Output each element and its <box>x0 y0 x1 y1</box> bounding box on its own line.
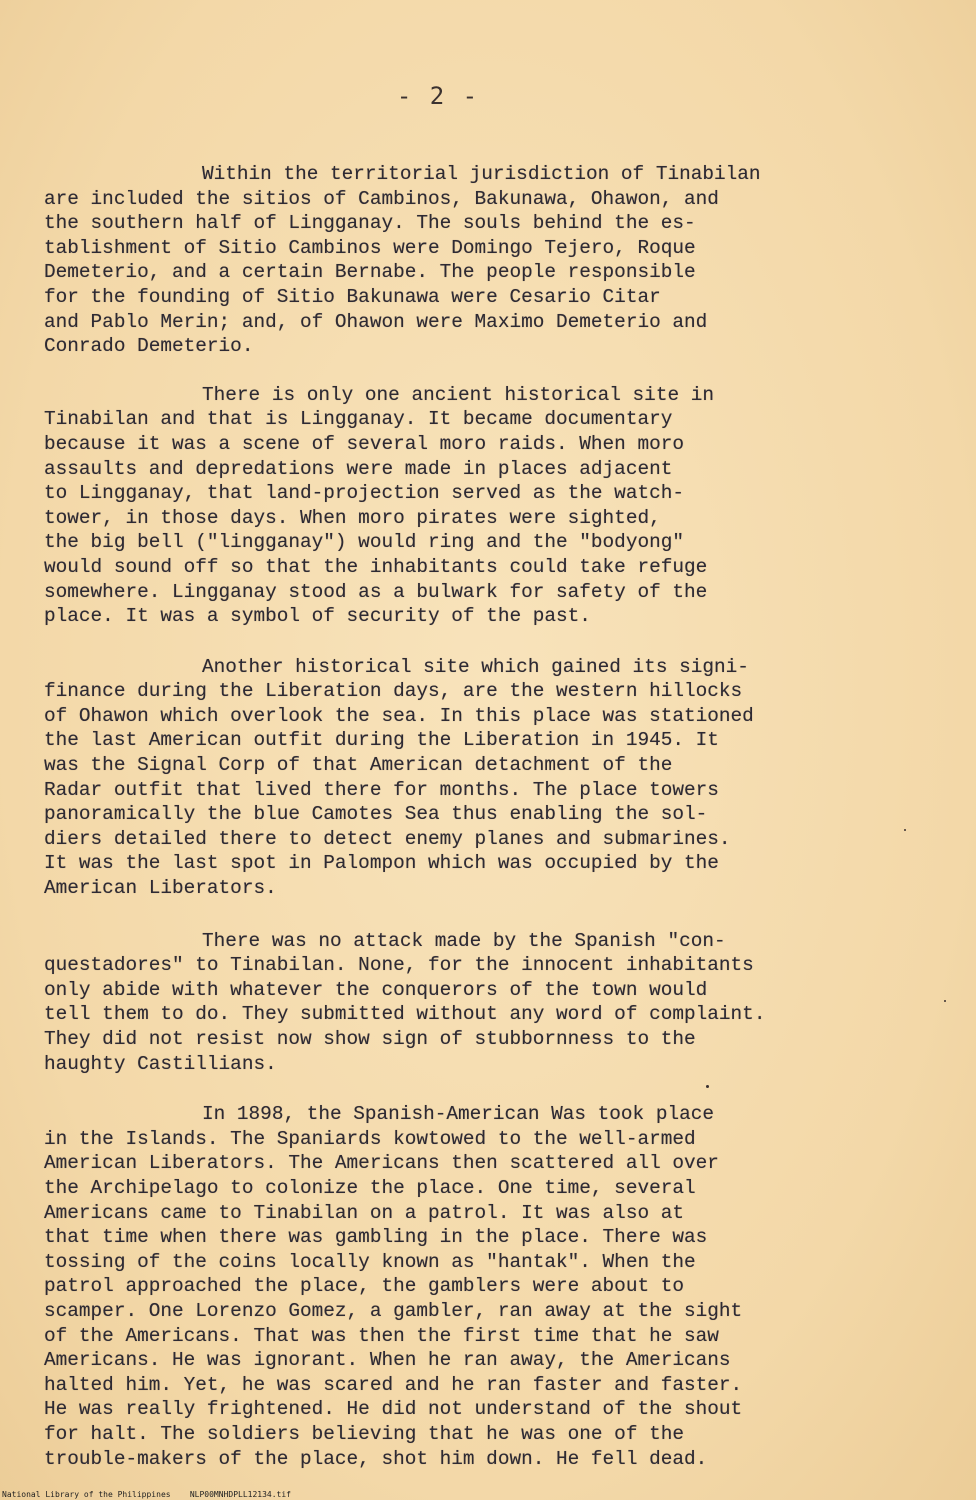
text-line: in the Islands. The Spaniards kowtowed to the well-armed <box>44 1127 696 1150</box>
text-line: panoramically the blue Camotes Sea thus enabling the sol- <box>44 803 708 826</box>
text-line: of the Americans. That was then the first time that he saw <box>44 1324 719 1347</box>
text-line: He was really frightened. He did not understand of the shout <box>44 1398 743 1421</box>
text-line: It was the last spot in Palompon which was occupied by the <box>44 852 719 875</box>
text-line: only abide with whatever the conquerors of the town would <box>44 978 708 1001</box>
text-line: tell them to do. They submitted without any word of complaint. <box>44 1003 766 1026</box>
paragraph-ohawon-hillocks <box>44 655 944 901</box>
text-line: assaults and depredations were made in places adjacent <box>44 457 673 480</box>
text-line: finance during the Liberation days, are the western hillocks <box>44 680 743 703</box>
text-line: that time when there was gambling in the place. There was <box>44 1226 708 1249</box>
text-line: of Ohawon which overlook the sea. In this place was stationed <box>44 704 754 727</box>
text-line: They did not resist now show sign of stubbornness to the <box>44 1028 696 1050</box>
paragraph-jurisdiction <box>44 162 944 359</box>
text-line: tablishment of Sitio Cambinos were Domingo Tejero, Roque <box>44 236 696 259</box>
text-line: place. It was a symbol of security of the past. <box>44 605 591 628</box>
text-line: Demeterio, and a certain Bernabe. The people responsible <box>44 261 696 284</box>
text-line: There is only one ancient historical site in <box>202 383 714 406</box>
ink-speck <box>706 1085 709 1088</box>
paragraph-spacer <box>44 1076 944 1102</box>
paragraph-spacer <box>44 359 944 383</box>
text-line: the last American outfit during the Liberation in 1945. It <box>44 729 719 752</box>
text-line: tossing of the coins locally known as "hantak". When the <box>44 1250 696 1273</box>
text-line: halted him. Yet, he was scared and he ran faster and faster. <box>44 1373 743 1396</box>
text-line: Americans came to Tinabilan on a patrol. It was also at <box>44 1201 684 1224</box>
document-body <box>44 162 944 1471</box>
text-line: the southern half of Lingganay. The souls behind the es- <box>44 212 696 235</box>
page-number: - 2 - <box>396 82 480 110</box>
text-line: diers detailed there to detect enemy planes and submarines. <box>44 827 731 850</box>
text-line: American Liberators. The Americans then scattered all over <box>44 1152 719 1175</box>
text-line: to Lingganay, that land-projection served as the watch- <box>44 482 684 505</box>
text-line: because it was a scene of several moro raids. When moro <box>44 432 684 455</box>
text-line: There was no attack made by the Spanish "con- <box>202 929 726 952</box>
text-line: would sound off so that the inhabitants could take refuge <box>44 555 708 578</box>
text-line: Conrado Demeterio. <box>44 335 254 358</box>
paragraph-spacer <box>44 629 944 655</box>
text-line: for halt. The soldiers believing that he was one of the <box>44 1422 684 1445</box>
text-line: In 1898, the Spanish-American Was took place <box>202 1103 714 1126</box>
text-line: for the founding of Sitio Bakunawa were Cesario Citar <box>44 285 661 308</box>
paragraph-lingganay <box>44 383 944 629</box>
text-line: trouble-makers of the place, shot him down. He fell dead. <box>44 1447 708 1470</box>
ink-speck <box>944 1000 946 1002</box>
text-line: somewhere. Lingganay stood as a bulwark for safety of the <box>44 580 708 603</box>
text-line: patrol approached the place, the gamblers were about to <box>44 1275 684 1298</box>
text-line: tower, in those days. When moro pirates were sighted, <box>44 506 661 529</box>
text-line: are included the sitios of Cambinos, Bakunawa, Ohawon, and <box>44 187 719 210</box>
paragraph-spanish-conquest <box>44 929 944 1077</box>
text-line: the Archipelago to colonize the place. One time, several <box>44 1176 696 1199</box>
text-line: questadores" to Tinabilan. None, for the innocent inhabitants <box>44 954 754 977</box>
text-line: and Pablo Merin; and, of Ohawon were Maximo Demeterio and <box>44 310 708 333</box>
text-line: Within the territorial jurisdiction of Tinabilan <box>202 163 761 185</box>
text-line: Americans. He was ignorant. When he ran away, the Americans <box>44 1349 731 1372</box>
text-line: was the Signal Corp of that American detachment of the <box>44 754 673 777</box>
archive-footer-caption: National Library of the Philippines NLP00MNHDPLL12134.tif <box>2 1490 291 1499</box>
text-line: scamper. One Lorenzo Gomez, a gambler, ran away at the sight <box>44 1299 743 1322</box>
text-line: Radar outfit that lived there for months. The place towers <box>44 778 719 801</box>
text-line: haughty Castillians. <box>44 1052 277 1075</box>
text-line: Another historical site which gained its signi- <box>202 655 749 678</box>
ink-speck <box>904 829 906 831</box>
paragraph-spanish-american-war <box>44 1102 944 1471</box>
text-line: the big bell ("lingganay") would ring and the "bodyong" <box>44 531 684 554</box>
paragraph-spacer <box>44 901 944 929</box>
text-line: Tinabilan and that is Lingganay. It became documentary <box>44 408 673 431</box>
text-line: American Liberators. <box>44 877 277 900</box>
